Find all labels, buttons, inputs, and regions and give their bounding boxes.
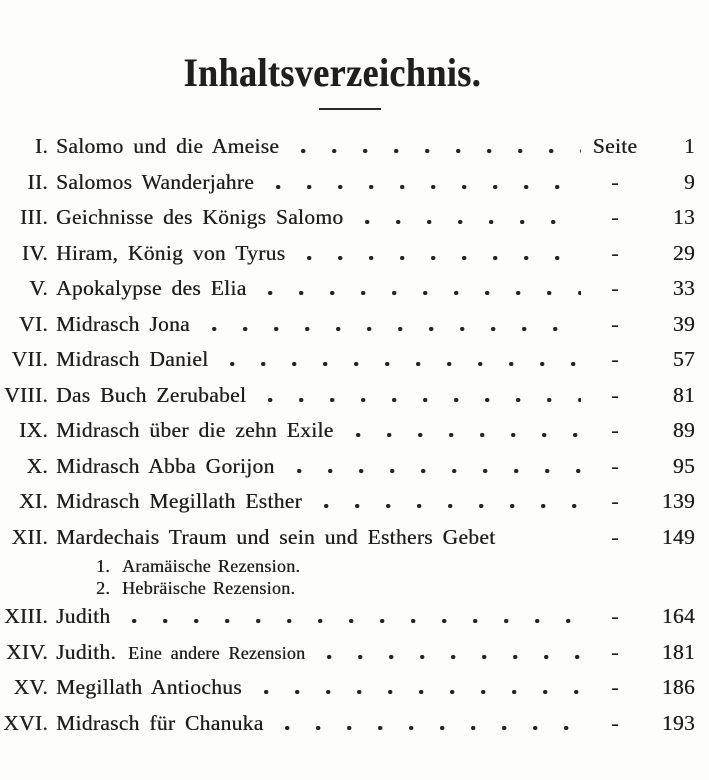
toc-entry (0, 670, 695, 706)
seite-column: - (611, 311, 619, 336)
seite-column: - (611, 418, 619, 442)
dot-leader (511, 540, 581, 544)
toc-entry (0, 271, 695, 307)
dot-leader (291, 469, 581, 473)
seite-column: - (611, 604, 619, 628)
toc-entry (0, 236, 695, 272)
dot-leader (224, 362, 581, 366)
dot-leader (359, 220, 581, 224)
entry-numeral: VI. (19, 311, 48, 336)
seite-column: - (611, 453, 619, 478)
dot-leader (350, 433, 581, 437)
entry-numeral: XIII. (4, 604, 48, 628)
toc-entry (0, 165, 695, 201)
seite-column: - (611, 710, 619, 735)
sub-entry (0, 555, 695, 577)
entry-numeral: II. (27, 169, 48, 194)
seite-column: - (611, 639, 619, 664)
page-number: 13 (672, 205, 695, 229)
entry-title: Apokalypse des Elia (56, 276, 247, 300)
page-number: 39 (672, 311, 695, 336)
toc-entry (0, 129, 695, 165)
entry-title-note: Eine andere Rezension (128, 642, 306, 663)
page-number: 193 (661, 710, 695, 735)
entry-numeral: XV. (13, 675, 48, 699)
entry-numeral: I. (34, 134, 48, 158)
entry-title: Geichnisse des Königs Salomo (56, 205, 344, 229)
entry-title: Salomo und die Ameise (56, 134, 280, 158)
page-number: 181 (661, 639, 695, 664)
page-number: 186 (661, 675, 695, 699)
entry-numeral: XI. (19, 489, 48, 513)
toc-entry (0, 200, 695, 236)
page-number: 149 (661, 524, 695, 549)
dot-leader (279, 726, 581, 730)
entry-title: Mardechais Traum und sein und Esthers Gebet (56, 524, 496, 549)
entry-title: Das Buch Zerubabel (56, 382, 247, 407)
page-number: 95 (672, 453, 695, 478)
seite-column: - (611, 205, 619, 229)
dot-leader (295, 149, 581, 153)
entry-title: Midrasch Daniel (56, 347, 209, 371)
seite-column: - (611, 347, 619, 371)
dot-leader (262, 398, 581, 402)
entry-numeral: III. (19, 205, 48, 229)
entry-numeral: IX. (19, 418, 48, 442)
entry-numeral: VIII. (4, 382, 48, 407)
sub-entry-number: 1. (96, 556, 111, 576)
sub-entry-text: Hebräische Rezension. (122, 578, 296, 598)
entry-numeral: X. (26, 453, 48, 478)
dot-leader (318, 504, 581, 508)
toc-entry (0, 449, 695, 485)
seite-column: Seite (592, 134, 638, 158)
toc-entry (0, 706, 695, 742)
entry-title: Hiram, König von Tyrus (56, 240, 286, 265)
page-number: 9 (683, 169, 695, 194)
title-rule (319, 108, 381, 110)
page-title: Inhaltsverzeichnis. (183, 50, 482, 95)
seite-column: - (611, 489, 619, 513)
page-number: 33 (672, 276, 695, 300)
seite-column: - (611, 276, 619, 300)
page-number: 164 (661, 604, 695, 628)
entry-numeral: XII. (11, 524, 48, 549)
entry-title: Midrasch für Chanuka (56, 710, 264, 735)
table-of-contents (0, 129, 709, 741)
page-number: 89 (672, 418, 695, 442)
toc-entry (0, 307, 695, 343)
dot-leader (321, 655, 581, 659)
toc-entry (0, 599, 695, 635)
dot-leader (206, 327, 581, 331)
seite-column: - (611, 675, 619, 699)
dot-leader (270, 185, 581, 189)
toc-entry (0, 413, 695, 449)
entry-title: Judith. (56, 639, 117, 664)
sub-entry (0, 577, 695, 599)
toc-entry (0, 635, 695, 671)
title-block (0, 0, 687, 96)
toc-entry (0, 378, 695, 414)
seite-column: - (611, 169, 619, 194)
seite-column: - (611, 524, 619, 549)
entry-numeral: VII. (11, 347, 48, 371)
entry-title: Midrasch Jona (56, 311, 190, 336)
entry-title: Megillath Antiochus (56, 675, 242, 699)
toc-entry (0, 342, 695, 378)
entry-numeral: V. (29, 276, 48, 300)
entry-title: Salomos Wanderjahre (56, 169, 255, 194)
entry-numeral: XIV. (5, 639, 48, 664)
page-number: 139 (661, 489, 695, 513)
entry-title: Judith (56, 604, 111, 628)
toc-entry (0, 520, 695, 556)
entry-numeral: IV. (21, 240, 48, 265)
seite-column: - (611, 382, 619, 407)
dot-leader (258, 690, 581, 694)
page-number: 1 (683, 134, 695, 158)
page-number: 57 (672, 347, 695, 371)
seite-column: - (611, 240, 619, 265)
toc-entry (0, 484, 695, 520)
dot-leader (301, 256, 581, 260)
dot-leader (262, 291, 581, 295)
sub-entry-text: Aramäische Rezension. (122, 556, 301, 576)
page-number: 29 (672, 240, 695, 265)
entry-title: Midrasch über die zehn Exile (56, 418, 334, 442)
page-number: 81 (672, 382, 695, 407)
entry-title: Midrasch Abba Gorijon (56, 453, 275, 478)
entry-title: Midrasch Megillath Esther (56, 489, 302, 513)
entry-numeral: XVI. (3, 710, 48, 735)
dot-leader (126, 619, 581, 623)
sub-entry-number: 2. (96, 578, 111, 598)
